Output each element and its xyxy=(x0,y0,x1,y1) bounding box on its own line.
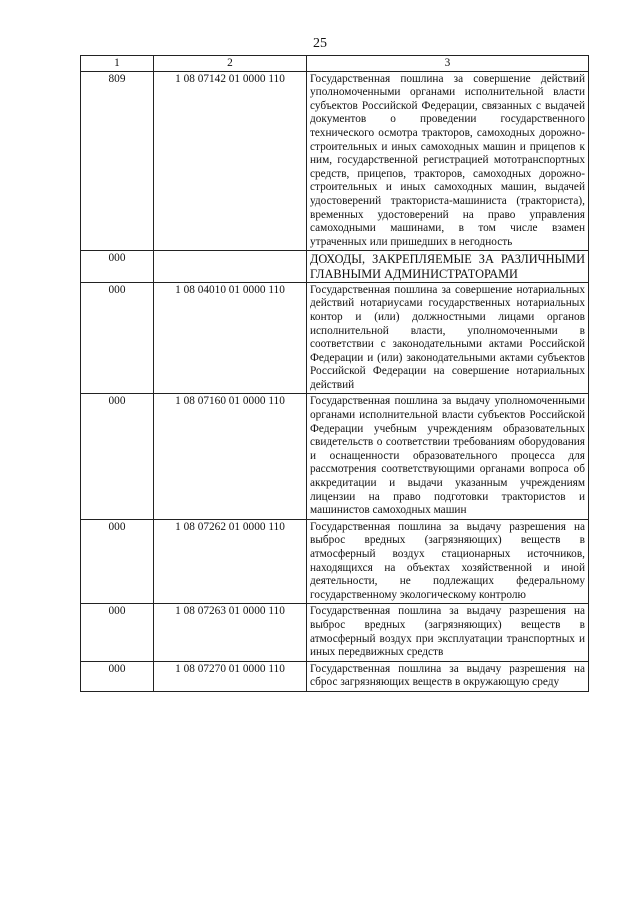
table-header-row xyxy=(81,56,589,72)
admin-code-cell: 000 xyxy=(81,519,154,604)
column-header: 3 xyxy=(307,56,589,72)
description-cell: Государственная пошлина за совершение действий уполномоченными органами исполнительной власти субъектов Российской Федерации, связанных с выдачей документов о проведении государственного технического осмотра тракторов, самоходных дорожно-строительных и иных самоходных машин и прицепов к ним, государственной регистрацией мототранспортных средств, прицепов, тракторов, самоходных дорожно-строительных и иных самоходных машин, выдачей удостоверений тракториста-машиниста (тракториста), временных удостоверений на право управления самоходными машинами, в том числе взамен утраченных или пришедших в негодность xyxy=(307,71,589,251)
revenue-code-cell: 1 08 07160 01 0000 110 xyxy=(154,394,307,519)
revenue-code-cell: 1 08 04010 01 0000 110 xyxy=(154,282,307,394)
admin-code-cell: 000 xyxy=(81,282,154,394)
table-row xyxy=(81,519,589,604)
table-section-row xyxy=(81,251,589,282)
description-cell: Государственная пошлина за выдачу разрешения на сброс загрязняющих веществ в окружающую среду xyxy=(307,661,589,691)
revenue-code-cell: 1 08 07142 01 0000 110 xyxy=(154,71,307,251)
table-row xyxy=(81,604,589,661)
section-heading-cell: ДОХОДЫ, ЗАКРЕПЛЯЕМЫЕ ЗА РАЗЛИЧНЫМИ ГЛАВНЫМИ АДМИНИСТРАТОРАМИ xyxy=(307,251,589,282)
table-row xyxy=(81,71,589,251)
column-header: 1 xyxy=(81,56,154,72)
table-row xyxy=(81,282,589,394)
page-number: 25 xyxy=(313,36,327,51)
revenue-code-cell xyxy=(154,251,307,282)
admin-code-cell: 000 xyxy=(81,604,154,661)
admin-code-cell: 000 xyxy=(81,394,154,519)
revenue-codes-table xyxy=(80,55,589,692)
revenue-code-cell: 1 08 07262 01 0000 110 xyxy=(154,519,307,604)
admin-code-cell: 000 xyxy=(81,251,154,282)
revenue-code-cell: 1 08 07270 01 0000 110 xyxy=(154,661,307,691)
revenue-code-cell: 1 08 07263 01 0000 110 xyxy=(154,604,307,661)
description-cell: Государственная пошлина за выдачу разрешения на выброс вредных (загрязняющих) веществ в атмосферный воздух при эксплуатации транспортных и иных передвижных средств xyxy=(307,604,589,661)
admin-code-cell: 809 xyxy=(81,71,154,251)
table-row xyxy=(81,394,589,519)
table-row xyxy=(81,661,589,691)
description-cell: Государственная пошлина за выдачу разрешения на выброс вредных (загрязняющих) веществ в атмосферный воздух стационарных источников, находящихся на объектах хозяйственной и иной деятельности, не подлежащих федеральному государственному экологическому контролю xyxy=(307,519,589,604)
admin-code-cell: 000 xyxy=(81,661,154,691)
description-cell: Государственная пошлина за выдачу уполномоченными органами исполнительной власти субъектов Российской Федерации учебным учреждениям образовательных свидетельств о соответствии требованиям оборудования и оснащенности образовательного процесса для рассмотрения соответствующими органами вопроса об аккредитации и выдачи указанным учреждениям лицензии на право подготовки трактористов и машинистов самоходных машин xyxy=(307,394,589,519)
description-cell: Государственная пошлина за совершение нотариальных действий нотариусами государственных нотариальных контор и (или) должностными лицами органов исполнительной власти, уполномоченными в соответствии с законодательными актами Российской Федерации и (или) законодательными актами субъектов Российской Федерации на совершение нотариальных действий xyxy=(307,282,589,394)
column-header: 2 xyxy=(154,56,307,72)
